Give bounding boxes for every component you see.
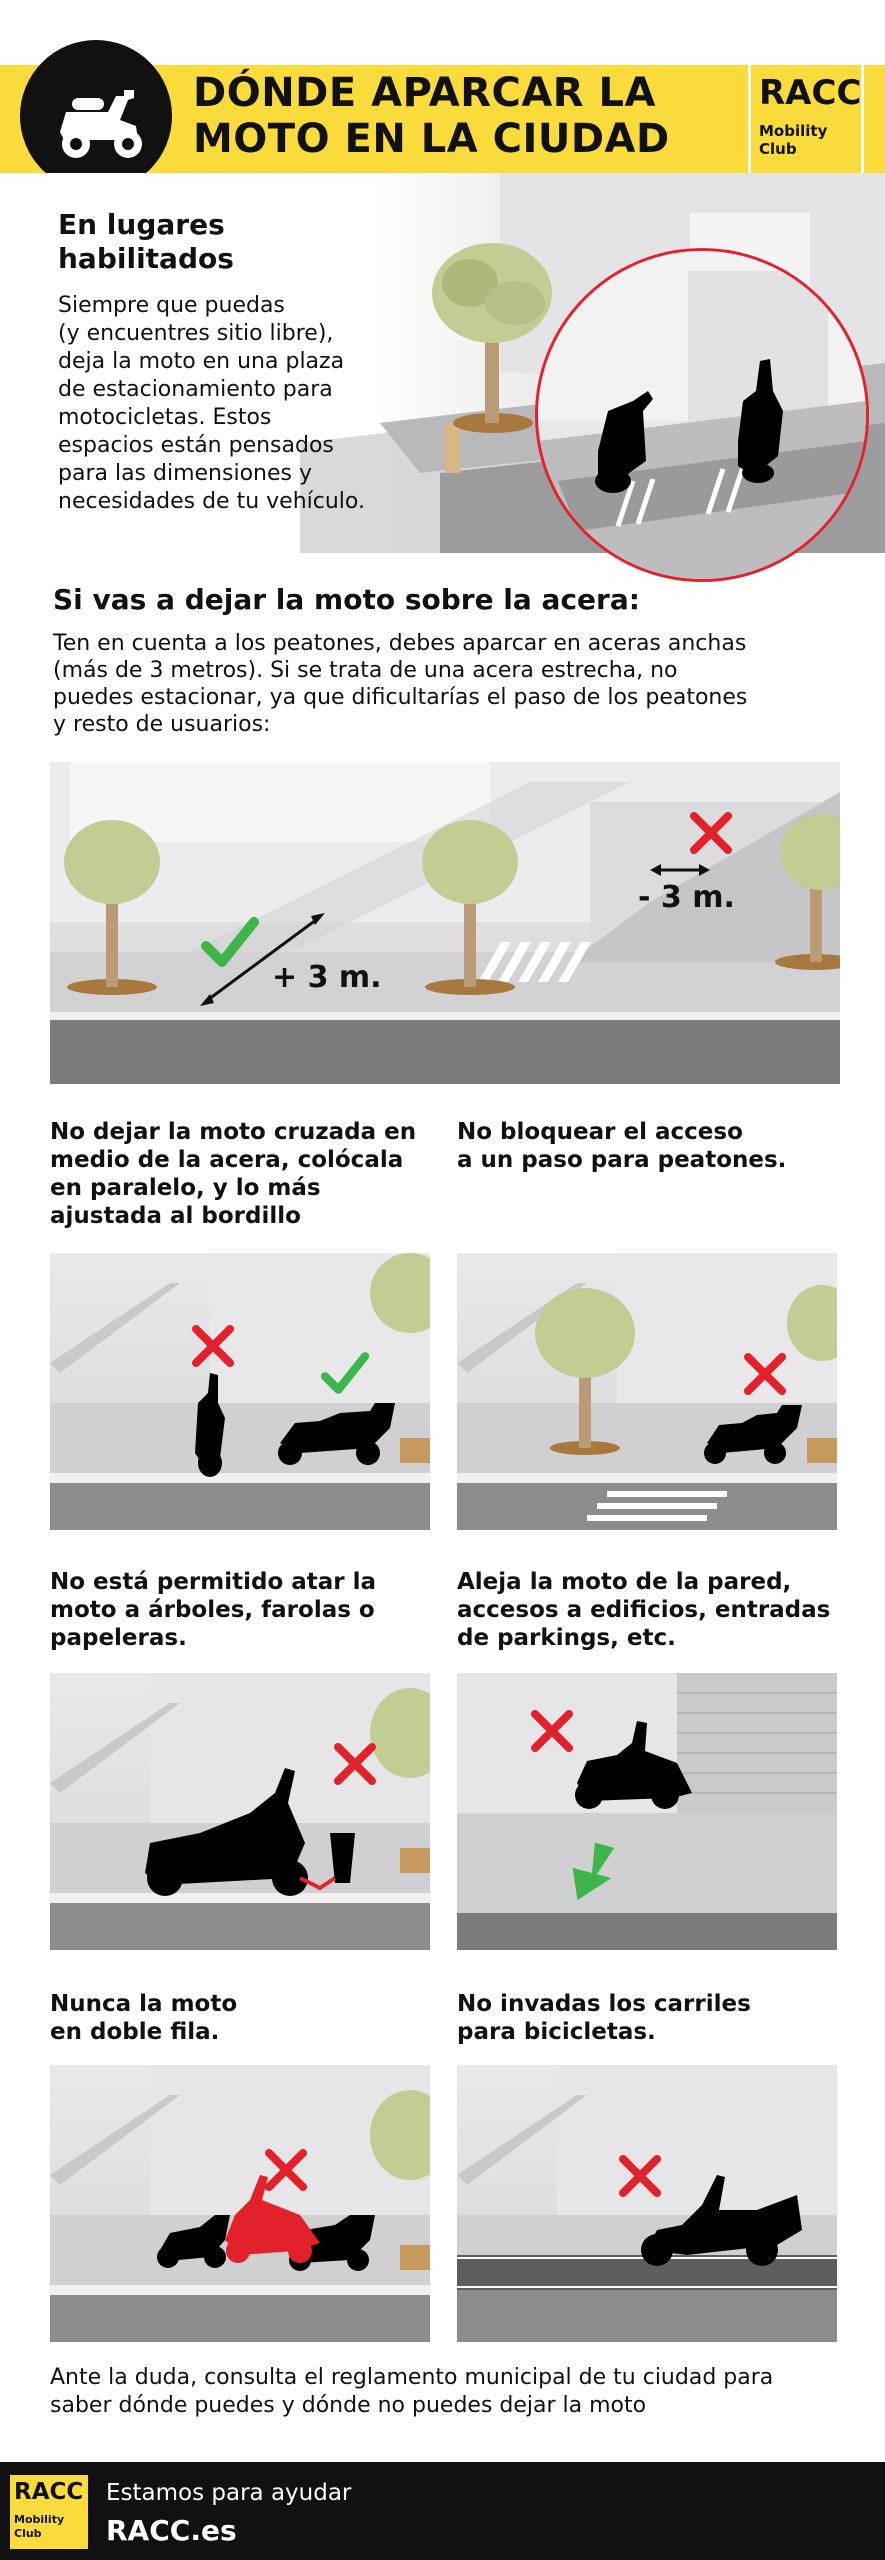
- habilitados-body-line: de estacionamiento para: [58, 377, 333, 402]
- habilitados-body: [58, 292, 365, 516]
- tip-title-4: [457, 1568, 830, 1652]
- acera-body-line: (más de 3 metros). Si se trata de una acera estrecha, no: [53, 658, 678, 683]
- bike-lane-illustration: [457, 2065, 837, 2342]
- tip-line: en paralelo, y lo más: [50, 1175, 321, 1201]
- tip-line: Nunca la moto: [50, 1991, 238, 2017]
- check-icon: [320, 1348, 370, 1398]
- habilitados-body-line: deja la moto en una plaza: [58, 349, 345, 374]
- parking-spot-highlight: [535, 248, 869, 582]
- tip-line: de parkings, etc.: [457, 1625, 676, 1651]
- title-line-1: DÓNDE APARCAR LA: [193, 70, 656, 116]
- cross-icon: [529, 1708, 575, 1754]
- acera-body-line: Ten en cuenta a los peatones, debes aparcar en aceras anchas: [53, 631, 747, 656]
- tied-moto-illustration: [50, 1673, 430, 1950]
- racc-logo-name: RACC: [759, 73, 862, 113]
- acera-title: Si vas a dejar la moto sobre la acera:: [53, 583, 640, 616]
- tip-line: No dejar la moto cruzada en: [50, 1119, 417, 1145]
- cross-icon: [617, 2153, 663, 2199]
- footer-racc-logo-sub2: Club: [14, 2527, 42, 2540]
- closing-line: saber dónde puedes y dónde no puedes dejar la moto: [50, 2393, 647, 2418]
- tip-title-3: [50, 1568, 376, 1652]
- tip-scene-6: [457, 2065, 837, 2342]
- habilitados-title-line-1: En lugares: [58, 208, 225, 241]
- footer-racc-logo-name: RACC: [14, 2479, 84, 2505]
- page-title: [193, 70, 753, 162]
- wide-sidewalk-label: + 3 m.: [272, 960, 382, 995]
- header-bar-end: [864, 65, 885, 173]
- tip-line: papeleras.: [50, 1625, 187, 1651]
- tip-scene-1: [50, 1253, 430, 1530]
- tip-scene-5: [50, 2065, 430, 2342]
- habilitados-title-line-2: habilitados: [58, 242, 234, 275]
- footer: [0, 2462, 885, 2560]
- scooter-icon: [20, 40, 172, 192]
- habilitados-body-line: necesidades de tu vehículo.: [58, 489, 365, 514]
- habilitados-body-line: motocicletas. Estos: [58, 405, 272, 430]
- acera-body: [53, 630, 747, 738]
- cross-icon: [742, 1351, 788, 1397]
- check-icon: [200, 912, 260, 972]
- footer-racc-logo[interactable]: [10, 2475, 88, 2549]
- title-line-2: MOTO EN LA CIUDAD: [193, 116, 670, 162]
- tip-scene-4: [457, 1673, 837, 1950]
- parking-spot-illustration: [538, 251, 866, 579]
- tip-line: No está permitido atar la: [50, 1569, 377, 1595]
- tip-title-2: [457, 1118, 786, 1174]
- narrow-sidewalk-label: - 3 m.: [638, 880, 735, 915]
- acera-body-line: y resto de usuarios:: [53, 712, 271, 737]
- racc-logo-sub1: Mobility: [759, 122, 828, 140]
- sidewalk-width-scene: [50, 762, 840, 1084]
- habilitados-body-line: Siempre que puedas: [58, 293, 285, 318]
- acera-body-line: puedes estacionar, ya que dificultarías el paso de los peatones: [53, 685, 748, 710]
- tip-line: ajustada al bordillo: [50, 1203, 301, 1229]
- footer-tagline: Estamos para ayudar: [106, 2480, 352, 2506]
- tip-line: para bicicletas.: [457, 2019, 656, 2045]
- header-logo: [20, 40, 172, 192]
- closing-line: Ante la duda, consulta el reglamento municipal de tu ciudad para: [50, 2365, 774, 2390]
- habilitados-body-line: para las dimensiones y: [58, 461, 312, 486]
- double-row-illustration: [50, 2065, 430, 2342]
- racc-logo[interactable]: [748, 65, 864, 173]
- footer-racc-logo-sub1: Mobility: [14, 2513, 65, 2526]
- tip-scene-3: [50, 1673, 430, 1950]
- cross-icon: [688, 810, 734, 856]
- tip-line: medio de la acera, colócala: [50, 1147, 404, 1173]
- footer-url-link[interactable]: RACC.es: [106, 2514, 237, 2547]
- tip-line: a un paso para peatones.: [457, 1147, 787, 1173]
- cross-icon: [190, 1323, 236, 1369]
- tip-title-5: [50, 1990, 237, 2046]
- tip-line: en doble fila.: [50, 2019, 220, 2045]
- tip-line: accesos a edificios, entradas: [457, 1597, 831, 1623]
- tip-line: Aleja la moto de la pared,: [457, 1569, 792, 1595]
- tip-title-1: [50, 1118, 416, 1230]
- cross-icon: [332, 1741, 378, 1787]
- tip-title-6: [457, 1990, 751, 2046]
- tip-scene-2: [457, 1253, 837, 1530]
- wall-distance-illustration: [457, 1673, 837, 1950]
- tip-line: moto a árboles, farolas o: [50, 1597, 375, 1623]
- habilitados-body-line: espacios están pensados: [58, 433, 334, 458]
- racc-logo-sub2: Club: [759, 140, 797, 158]
- closing-note: [50, 2364, 773, 2420]
- tip-line: No bloquear el acceso: [457, 1119, 743, 1145]
- tip-line: No invadas los carriles: [457, 1991, 751, 2017]
- habilitados-title: [58, 208, 234, 276]
- parallel-parking-illustration: [50, 1253, 430, 1530]
- habilitados-body-line: (y encuentres sitio libre),: [58, 321, 334, 346]
- cross-icon: [263, 2147, 309, 2193]
